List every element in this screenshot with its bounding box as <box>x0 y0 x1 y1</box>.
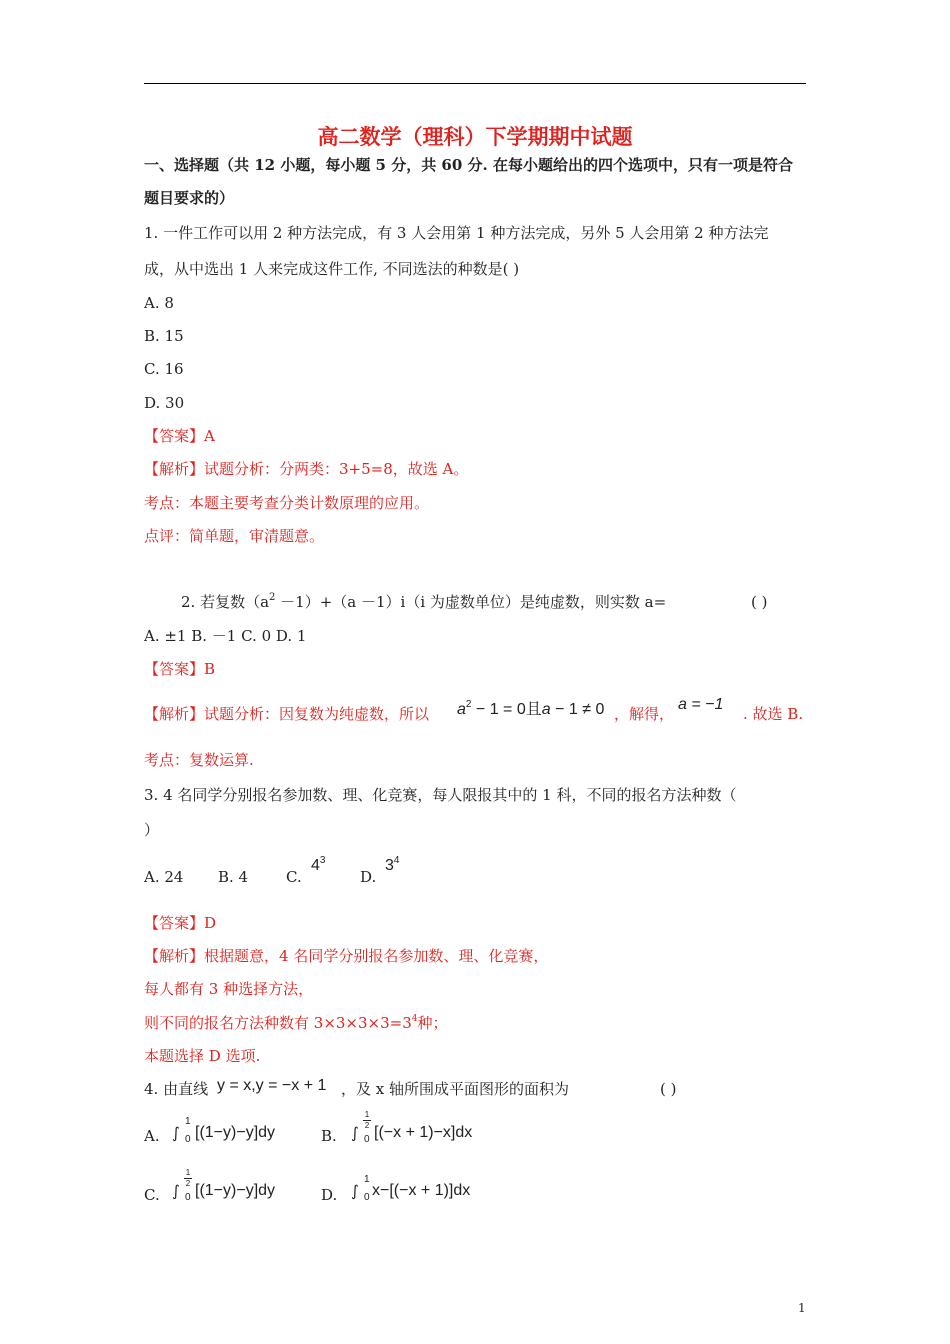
q3-stem-line2: ） <box>144 821 160 839</box>
q3-option-c-exp: 3 <box>319 855 326 866</box>
q3-analysis-line4: 本题选择 D 选项. <box>144 1047 261 1065</box>
q4-option-c-expr: [(1−y)−y]dy <box>195 1182 276 1199</box>
q2-analysis-a: 【解析】试题分析：因复数为纯虚数，所以 <box>144 705 430 723</box>
q3-stem-line1: 3. 4 名同学分别报名参加数、理、化竞赛，每人限报其中的 1 科，不同的报名方法种数（ <box>144 786 737 804</box>
q4-option-b-integral-icon: ∫ <box>351 1124 359 1142</box>
q3-analysis-line2: 每人都有 3 种选择方法， <box>144 980 314 998</box>
q3-option-d-power <box>385 857 399 875</box>
q2-options: A. ±1 B. －1 C. 0 D. 1 <box>144 627 307 645</box>
q2-stem-b: －1）+（a －1）i（i 为虚数单位）是纯虚数，则实数 a= <box>275 593 667 611</box>
q4-stem-a: 4. 由直线 <box>144 1080 209 1098</box>
q2-formula1-d: − 1 ≠ 0 <box>550 701 605 718</box>
q1-analysis: 【解析】试题分析：分两类：3+5=8，故选 A。 <box>144 460 469 478</box>
q4-option-a-lower: 0 <box>185 1134 191 1145</box>
q4-option-c-upper-fraction <box>184 1169 192 1188</box>
q4-option-d-upper: 1 <box>364 1174 370 1185</box>
q2-formula1-a: a <box>457 701 466 718</box>
q1-dianping: 点评：简单题，审清题意。 <box>144 527 325 545</box>
q3-analysis3-b: 种； <box>417 1014 448 1032</box>
q4-option-d-expr: x−[(−x + 1)]dx <box>372 1182 471 1199</box>
q4-stem-formula: y = x,y = −x + 1 <box>217 1077 327 1094</box>
q3-option-d-label: D. <box>360 868 377 886</box>
q4-stem-b: ，及 x 轴所围成平面图形的面积为 <box>341 1080 569 1098</box>
q1-option-c: C. 16 <box>144 360 184 378</box>
q2-formula1-c: a <box>541 701 551 718</box>
q1-option-a: A. 8 <box>144 294 174 312</box>
q4-option-a-upper: 1 <box>185 1116 191 1127</box>
section-heading-line2: 题目要求的） <box>144 189 235 207</box>
q1-stem-line2: 成，从中选出 1 人来完成这件工作, 不同选法的种数是( ) <box>144 260 520 278</box>
q3-option-c-label: C. <box>286 868 302 886</box>
q4-option-d-integral-icon: ∫ <box>351 1182 359 1200</box>
q2-kaodian: 考点：复数运算. <box>144 751 254 769</box>
q4-option-a-expr: [(1−y)−y]dy <box>195 1124 276 1141</box>
page-title: 高二数学（理科）下学期期中试题 <box>317 124 633 149</box>
q3-analysis-line3 <box>144 1013 448 1036</box>
page-number: 1 <box>798 1301 806 1315</box>
q3-option-d-exp: 4 <box>393 855 400 866</box>
q4-option-c-label: C. <box>144 1186 160 1204</box>
q3-analysis3-sup: 4 <box>411 1014 418 1024</box>
q2-analysis-b: ，解得， <box>614 705 675 723</box>
q4-option-c-integral-icon: ∫ <box>172 1182 180 1200</box>
q2-stem-a: 2. 若复数（a <box>181 593 270 611</box>
q4-option-d-label: D. <box>321 1186 338 1204</box>
q1-stem-line1: 1. 一件工作可以用 2 种方法完成，有 3 人会用第 1 种方法完成，另外 5 人会用第 2 种方法完 <box>144 224 769 242</box>
q3-option-b: B. 4 <box>218 868 249 886</box>
q4-option-a-label: A. <box>144 1127 160 1145</box>
q2-formula1-sup: 2 <box>465 699 472 710</box>
q4-option-c-lower: 0 <box>185 1192 191 1203</box>
q4-option-c-den: 2 <box>185 1179 191 1188</box>
q2-formula-solution: a = −1 <box>678 696 724 713</box>
q4-option-c-num: 1 <box>185 1168 191 1177</box>
q1-answer: 【答案】A <box>144 427 215 445</box>
q1-kaodian: 考点：本题主要考查分类计数原理的应用。 <box>144 494 430 512</box>
q1-option-b: B. 15 <box>144 327 184 345</box>
q2-paren: ( ) <box>751 593 768 611</box>
q2-stem-sup: 2 <box>269 592 276 603</box>
q4-paren: ( ) <box>660 1080 677 1098</box>
q4-option-d-lower: 0 <box>364 1192 370 1203</box>
q4-option-b-lower: 0 <box>364 1134 370 1145</box>
header-rule <box>144 83 806 84</box>
q2-formula1-b: − 1 = 0且 <box>471 701 542 718</box>
q1-option-d: D. 30 <box>144 394 185 412</box>
q4-option-a-integral-icon: ∫ <box>172 1124 180 1142</box>
q3-option-c-power <box>311 857 325 875</box>
q3-analysis-line1: 【解析】根据题意，4 名同学分别报名参加数、理、化竞赛， <box>144 947 549 965</box>
q3-option-d-base: 3 <box>385 857 394 874</box>
q4-option-b-num: 1 <box>364 1110 370 1119</box>
q4-option-b-expr: [(−x + 1)−x]dx <box>374 1124 473 1141</box>
q2-formula-condition <box>457 696 604 719</box>
section-heading-line1: 一、选择题（共 12 小题，每小题 5 分，共 60 分. 在每小题给出的四个选项中，只有一项是符合 <box>144 156 793 174</box>
q4-option-b-den: 2 <box>364 1121 370 1130</box>
q2-stem <box>181 592 666 615</box>
q2-answer: 【答案】B <box>144 660 216 678</box>
q4-option-b-label: B. <box>321 1127 337 1145</box>
q3-option-c-base: 4 <box>311 857 320 874</box>
q3-answer: 【答案】D <box>144 914 217 932</box>
q3-analysis3-a: 则不同的报名方法种数有 3×3×3×3=3 <box>144 1014 412 1032</box>
q3-option-a: A. 24 <box>144 868 184 886</box>
q4-option-b-upper-fraction <box>363 1111 371 1130</box>
q2-analysis-c: . 故选 B. <box>743 705 804 723</box>
